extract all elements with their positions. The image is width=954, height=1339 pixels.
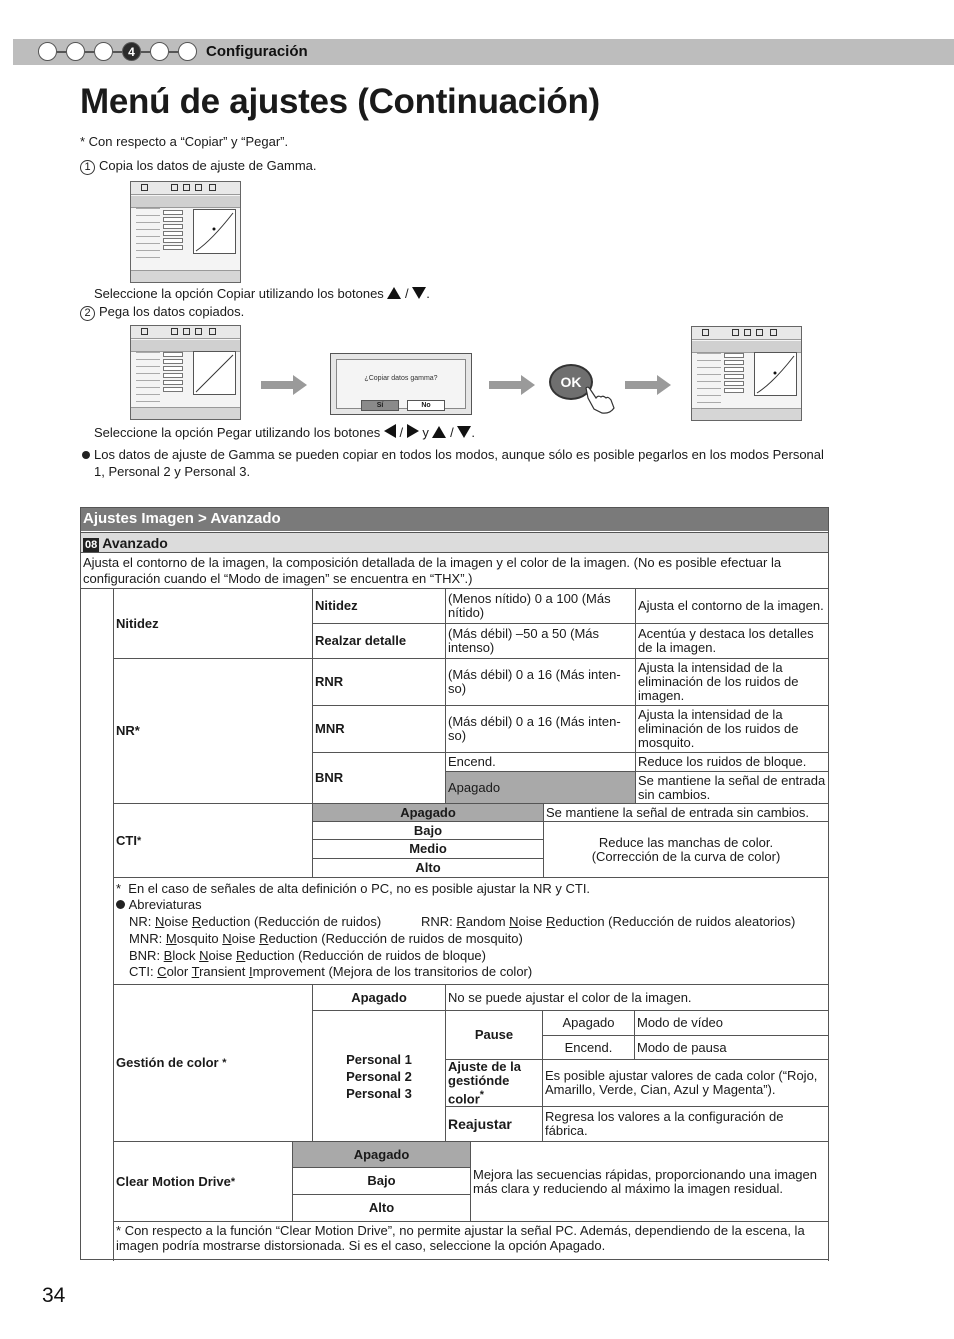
cmd-high: Alto <box>292 1194 471 1222</box>
dialog-yes-button[interactable]: Sí <box>361 400 399 411</box>
bnr-off-desc: Se mantiene la señal de entrada sin cambios. <box>635 771 829 804</box>
rnr-range: (Más débil) 0 a 16 (Más inten-so) <box>445 658 636 706</box>
step-2 <box>80 304 244 321</box>
color-reset-desc: Regresa los valores a la configuración de fábrica. <box>542 1106 829 1142</box>
step-dot <box>66 42 85 61</box>
pause-on: Encend. <box>542 1035 635 1060</box>
cmd-desc: Mejora las secuencias rápidas, proporcionando una imagen más clara y reduciendo al máximo la imagen residual. <box>470 1141 829 1222</box>
detail-range: (Más débil) –50 a 50 (Más intenso) <box>445 623 636 659</box>
hand-pointer-icon <box>580 384 616 414</box>
table-subheader: 08 Avanzado <box>81 532 828 553</box>
left-arrow-icon <box>384 424 396 438</box>
cmd-low: Bajo <box>292 1167 471 1195</box>
mnr-desc: Ajusta la intensidad de la eliminación de los ruidos de mosquito. <box>635 705 829 753</box>
table-header: Ajustes Imagen > Avanzado <box>81 508 828 531</box>
bnr-name: BNR <box>312 752 446 804</box>
color-reset-label: Reajustar <box>445 1106 543 1142</box>
down-arrow-icon <box>457 426 471 438</box>
gamma-menu-screenshot-result <box>691 326 802 421</box>
gamma-menu-screenshot-paste <box>130 325 241 420</box>
abbr-nr: NR: Noise Reduction (Reducción de ruidos) <box>129 914 382 929</box>
step-indicator <box>38 42 197 61</box>
cmd-off: Apagado <box>292 1141 471 1168</box>
nitidez-desc: Ajusta el contorno de la imagen. <box>635 588 829 624</box>
abbr-bnr: BNR: Block Noise Reduction (Reducción de ruidos de bloque) <box>129 948 486 963</box>
cti-low: Bajo <box>312 821 544 840</box>
bnr-off: Apagado <box>445 771 636 804</box>
step-dot <box>94 42 113 61</box>
pause-label: Pause <box>445 1010 543 1060</box>
color-personal-modes: Personal 1 Personal 2 Personal 3 <box>312 1010 446 1142</box>
step-dot <box>178 42 197 61</box>
abbr-mnr: MNR: Mosquito Noise Reduction (Reducción de ruidos de mosquito) <box>129 931 523 946</box>
down-arrow-icon <box>412 287 426 299</box>
step-1-text: Copia los datos de ajuste de Gamma. <box>99 158 317 173</box>
abbr-rnr: RNR: Random Noise Reduction (Reducción de ruidos aleatorios) <box>421 914 796 929</box>
gamma-note-bullet: Los datos de ajuste de Gamma se pueden copiar en todos los modos, aunque sólo es posible pegarlos en los modos Personal 1, Personal 2 y Personal 3. <box>80 446 830 480</box>
pause-off-desc: Modo de vídeo <box>634 1010 829 1036</box>
color-adjust-desc: Es posible ajustar valores de cada color (“Rojo, Amarillo, Verde, Cian, Azul y Magenta”). <box>542 1059 829 1107</box>
abbr-cti: CTI: Color Transient Improvement (Mejora de los transitorios de color) <box>129 964 533 979</box>
step-dot <box>150 42 169 61</box>
nr-label: NR* <box>113 658 313 804</box>
step-1-number: 1 <box>80 160 95 175</box>
bnr-on-desc: Reduce los ruidos de bloque. <box>635 752 829 772</box>
page-title: Menú de ajustes (Continuación) <box>80 82 600 121</box>
step-dot <box>38 42 57 61</box>
cti-label: CTI * <box>113 803 313 878</box>
rnr-name: RNR <box>312 658 446 706</box>
rnr-desc: Ajusta la intensidad de la eliminación de los ruidos de imagen. <box>635 658 829 706</box>
right-arrow-icon <box>407 424 419 438</box>
note-hd-pc: En el caso de señales de alta definición o PC, no es posible ajustar la NR y CTI. <box>128 881 591 896</box>
section-label: Configuración <box>206 43 308 60</box>
color-management-label: Gestión de color * <box>113 984 313 1142</box>
right-arrow-icon <box>625 375 671 395</box>
pause-off: Apagado <box>542 1010 635 1036</box>
mnr-name: MNR <box>312 705 446 753</box>
nitidez-label: Nitidez <box>113 588 313 659</box>
step-2-instruction: Seleccione la opción Pegar utilizando los botones / y / . <box>94 425 475 440</box>
up-arrow-icon <box>432 426 446 438</box>
color-adjust-label: Ajuste de la gestiónde color* <box>445 1059 543 1107</box>
section-header-bar <box>13 39 954 65</box>
bullet-icon <box>82 451 90 459</box>
bnr-on: Encend. <box>445 752 636 772</box>
settings-table: Ajustes Imagen > Avanzado 08 Avanzado Ajusta el contorno de la imagen, la composición detallada de la imagen y el color de la imagen. (No es posible efectuar la configuración cuando el “Modo de imagen” se encuentra en “THX”.) Nitidez Nitidez (Menos nítido) 0 a 100 (Más nítido) Ajusta el contorno de la imagen. Realzar detalle (Más débil) –50 a 50 (Más intenso) Acentúa y destaca los detalles de la imagen. NR* RNR (Más débil) 0 a 16 (Más inten-so) Ajusta la intensidad de la eliminación de los ruidos de imagen. MNR (Más débil) 0 a 16 (Más inten-so) Ajusta la intensidad de la eliminación de los ruidos de mosquito. BNR Encend. Reduce los ruidos de bloque. Apagado Se mantiene la señal de entrada sin cambios. CTI * Apagado Se mantiene la señal de entrada sin cambios. Bajo Medio Alto Reduce las manchas de color. (Corrección de la curva de color) * En el caso de señales de alta definición o PC, no es posible ajustar la NR y CTI. Abreviaturas NR: Noise Reduction (Reducción de ruidos) RNR: Random Noise Reduction (Reducción de ruidos aleatorios) MNR: Mosquito Noise Reduction (Reducción de ruidos de mosquito) BNR: Block Noise Reduction (Reducción de ruidos de bloque) CTI: Color Transient Improvement (Mejora de los transitorios de color) Gestión de color * Apagado No se puede ajustar el color de la imagen. Personal 1 Personal 2 Personal 3 Pause Apagado Modo de vídeo Encend. Modo de pausa Ajuste de la gestiónde color* Es posible ajustar valores de cada color (“Rojo, Amarillo, Verde, Cian, Azul y Magenta”). Reajustar Regresa los valores a la configuración de fábrica. Clear Motion Drive * Apagado Bajo Alto Mejora las secuencias rápidas, proporcionando una imagen más clara y reduciendo al máximo la imagen residual. * Con respecto a la función “Clear Motion Drive”, no permite ajustar la señal PC. Además, dependiendo de la escena, la imagen podría mostrarse distorsionada. Si es el caso, seleccione la opción Apagado. <box>80 507 829 1260</box>
ok-button[interactable]: OK <box>549 364 593 400</box>
up-arrow-icon <box>387 287 401 299</box>
item-number-badge: 08 <box>85 539 98 551</box>
color-off: Apagado <box>312 984 446 1011</box>
step-1 <box>80 158 317 175</box>
dialog-no-button[interactable]: No <box>407 400 445 411</box>
nitidez-name: Nitidez <box>312 588 446 624</box>
cti-off-desc: Se mantiene la señal de entrada sin cambios. <box>543 803 829 822</box>
dialog-question: ¿Copiar datos gamma? <box>364 375 438 382</box>
right-arrow-icon <box>261 375 307 395</box>
step-2-text: Pega los datos copiados. <box>99 304 245 319</box>
gamma-menu-screenshot-copy <box>130 181 241 283</box>
color-off-desc: No se puede ajustar el color de la imagen. <box>445 984 829 1011</box>
table-description: Ajusta el contorno de la imagen, la composición detallada de la imagen y el color de la imagen. (No es posible efectuar la configuración cuando el “Modo de imagen” se encuentra en “THX”.) <box>83 555 782 586</box>
cti-mid: Medio <box>312 839 544 859</box>
cmd-label: Clear Motion Drive * <box>113 1141 293 1222</box>
cti-off: Apagado <box>312 803 544 822</box>
pause-on-desc: Modo de pausa <box>634 1035 829 1060</box>
detail-name: Realzar detalle <box>312 623 446 659</box>
cmd-footnote: * Con respecto a la función “Clear Motion Drive”, no permite ajustar la señal PC. Además, dependiendo de la escena, la imagen podría mostrarse distorsionada. Si es el caso, seleccione la opción Apagado. <box>113 1221 829 1261</box>
step-1-instruction: Seleccione la opción Copiar utilizando los botones / . <box>94 286 430 301</box>
nitidez-range: (Menos nítido) 0 a 100 (Más nítido) <box>445 588 636 624</box>
cti-levels-desc: Reduce las manchas de color. (Corrección de la curva de color) <box>543 821 829 878</box>
right-arrow-icon <box>489 375 535 395</box>
copy-paste-note: * Con respecto a “Copiar” y “Pegar”. <box>80 134 289 149</box>
cti-high: Alto <box>312 858 544 878</box>
copy-gamma-dialog <box>330 353 472 415</box>
detail-desc: Acentúa y destaca los detalles de la imagen. <box>635 623 829 659</box>
bullet-icon <box>116 900 125 909</box>
step-2-number: 2 <box>80 306 95 321</box>
page-number: 34 <box>42 1284 66 1307</box>
step-dot-active: 4 <box>122 42 141 61</box>
mnr-range: (Más débil) 0 a 16 (Más inten-so) <box>445 705 636 753</box>
